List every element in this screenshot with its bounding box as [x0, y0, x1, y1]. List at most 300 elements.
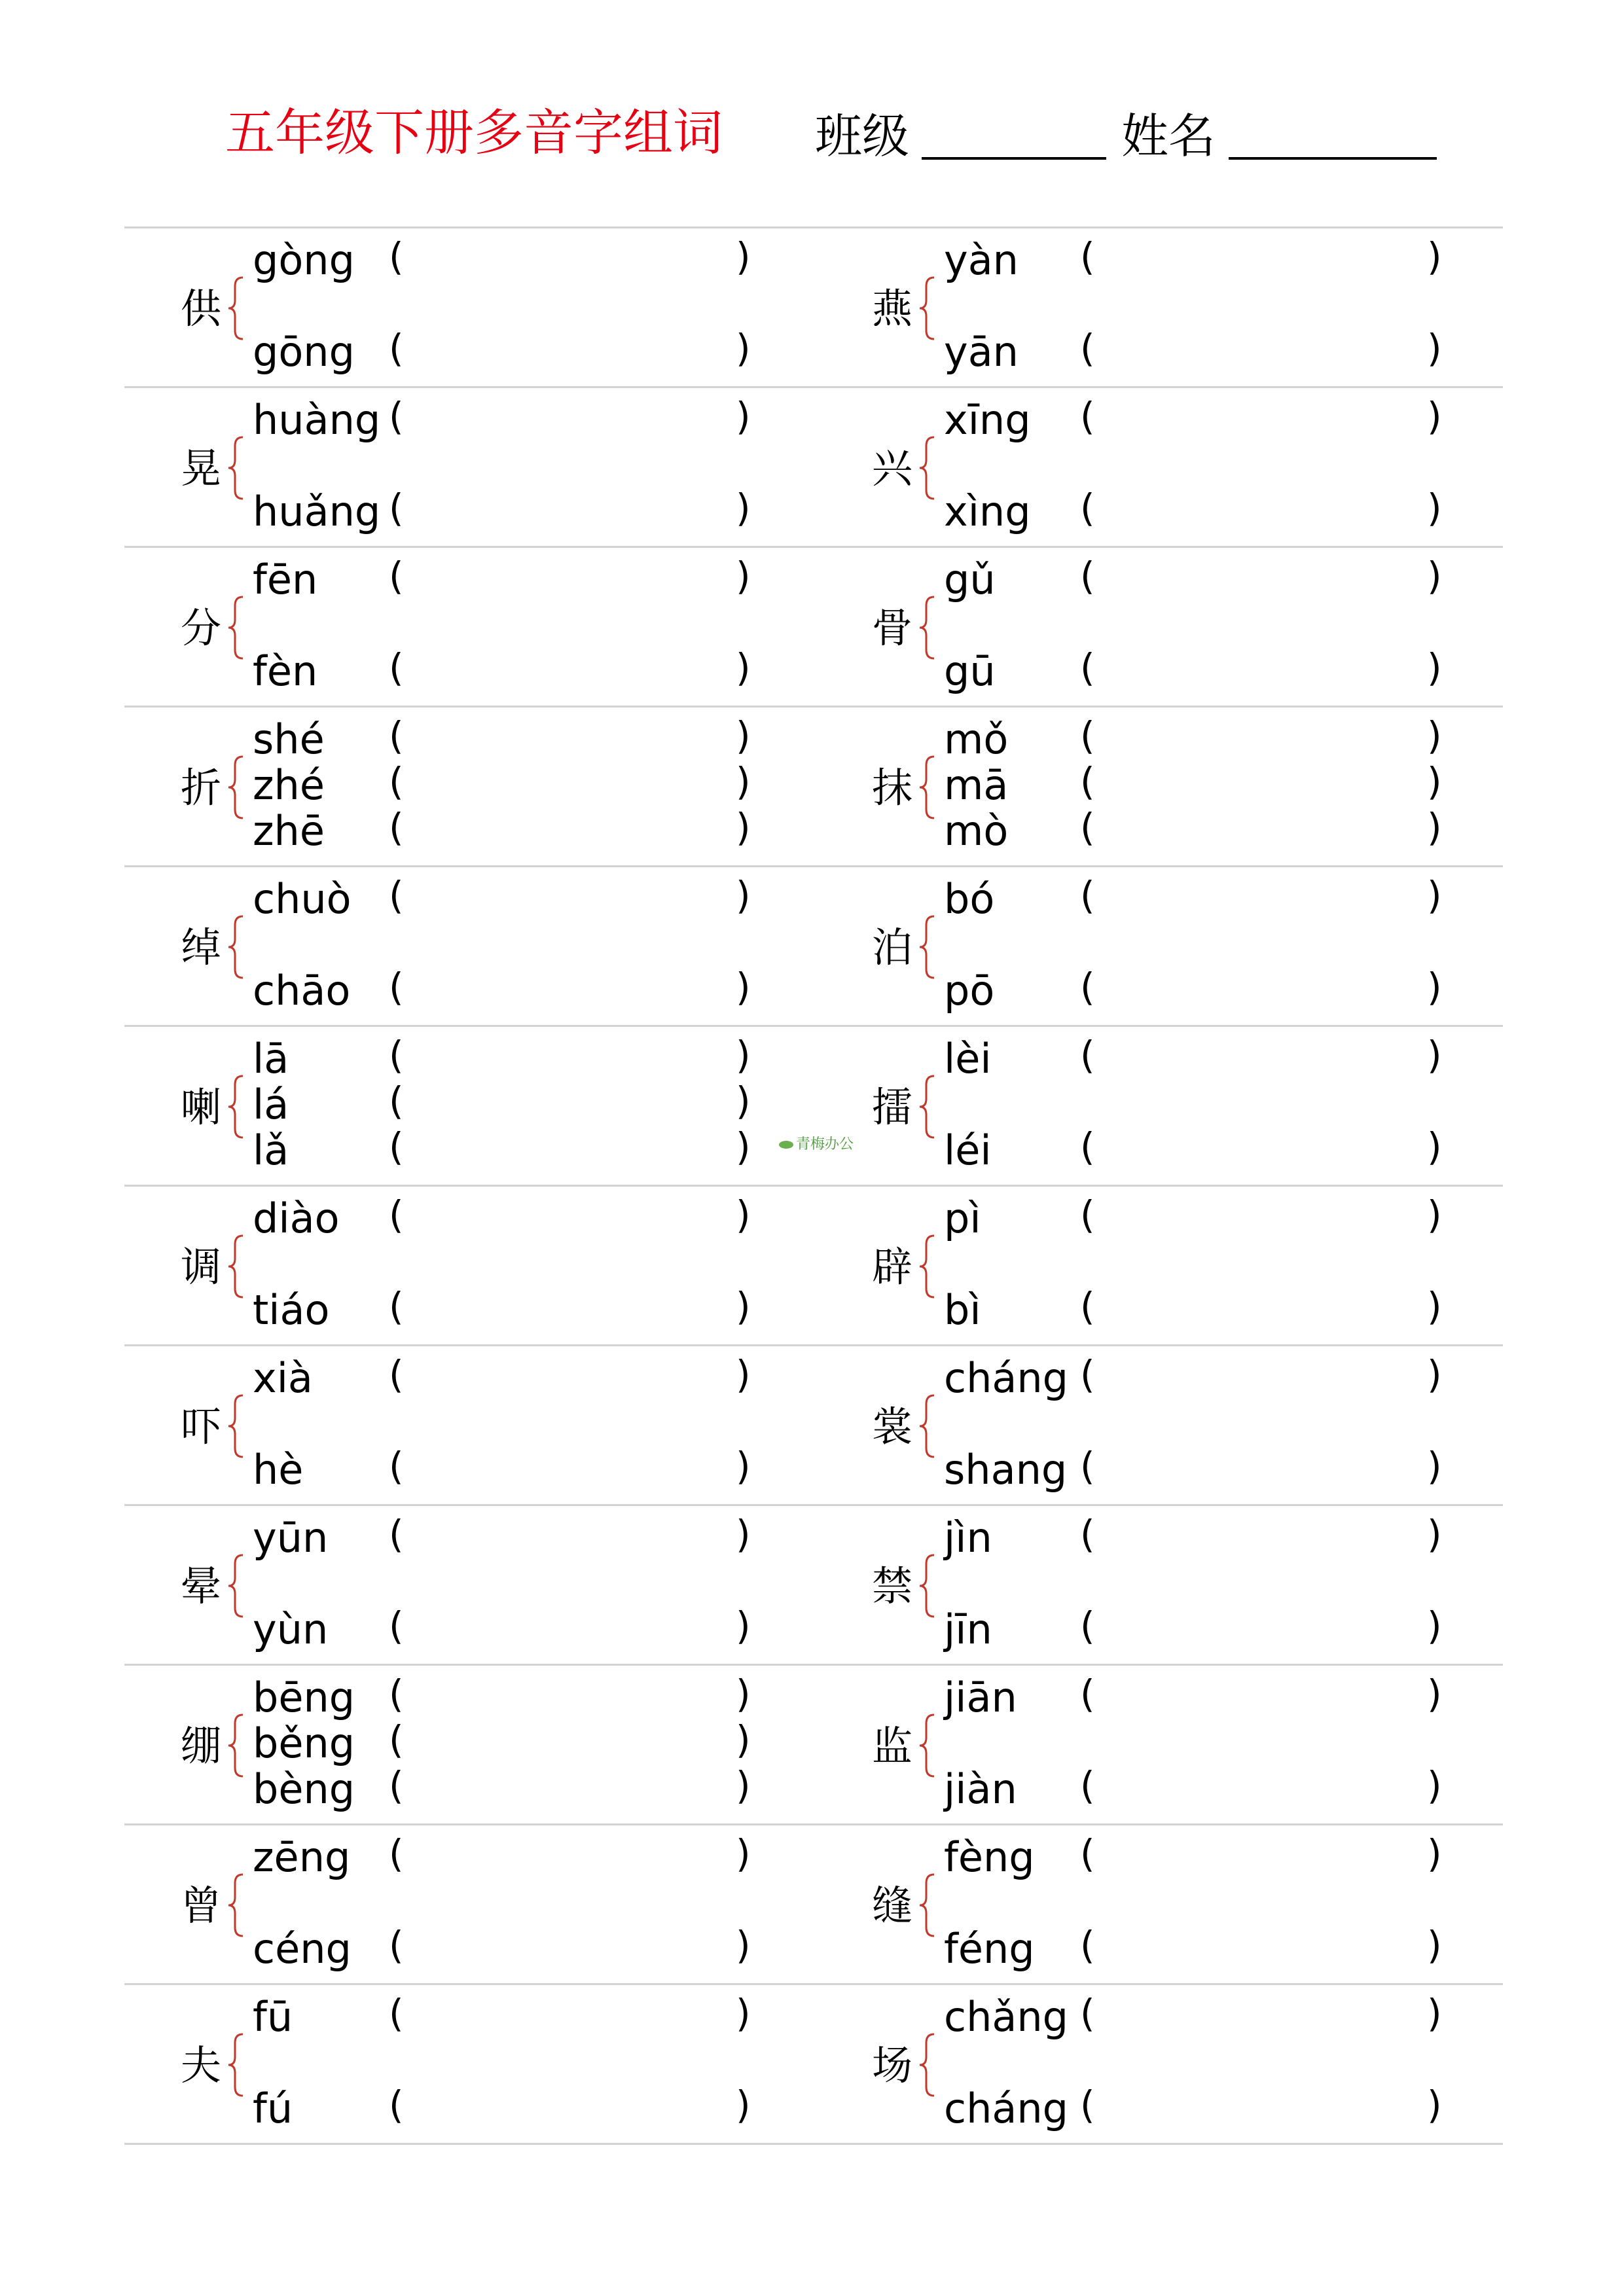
answer-blank[interactable] — [412, 719, 727, 760]
pinyin: cháng — [944, 2085, 1069, 2132]
reading-line — [124, 1444, 814, 1494]
answer-blank[interactable] — [412, 1198, 727, 1239]
polyphone-entry-right — [816, 388, 1505, 546]
answer-open-paren: ( — [389, 1193, 404, 1237]
answer-blank[interactable] — [1104, 1837, 1418, 1878]
reading-line — [124, 1763, 814, 1813]
curly-brace-icon — [226, 1234, 245, 1299]
answer-close-paren: ) — [736, 554, 751, 598]
answer-open-paren: ( — [389, 713, 404, 758]
answer-blank[interactable] — [412, 811, 727, 852]
answer-close-paren: ) — [1427, 1444, 1442, 1488]
answer-blank[interactable] — [412, 400, 727, 440]
reading-line — [124, 1672, 814, 1721]
reading-line — [124, 234, 814, 284]
table-row — [124, 1506, 1503, 1666]
pinyin: bèng — [253, 1765, 355, 1813]
answer-blank[interactable] — [1104, 811, 1418, 852]
reading-line — [816, 1923, 1505, 1973]
curly-brace-icon — [226, 1553, 245, 1619]
answer-open-paren: ( — [389, 805, 404, 850]
answer-close-paren: ) — [1427, 965, 1442, 1009]
answer-blank[interactable] — [1104, 651, 1418, 692]
curly-brace-icon — [917, 2032, 937, 2098]
answer-close-paren: ) — [1427, 2083, 1442, 2127]
curly-brace-icon — [917, 1713, 937, 1778]
answer-blank[interactable] — [1104, 1198, 1418, 1239]
answer-open-paren: ( — [389, 486, 404, 530]
watermark-text: 青梅办公 — [796, 1136, 854, 1153]
answer-blank[interactable] — [412, 879, 727, 920]
reading-line — [816, 873, 1505, 923]
answer-close-paren: ) — [1427, 1991, 1442, 2036]
polyphone-entry-right — [816, 708, 1505, 865]
polyphone-entry-right — [816, 867, 1505, 1025]
answer-close-paren: ) — [1427, 394, 1442, 439]
answer-close-paren: ) — [1427, 1193, 1442, 1237]
polyphone-entry-left — [124, 548, 814, 706]
answer-open-paren: ( — [389, 873, 404, 918]
answer-open-paren: ( — [1080, 1033, 1095, 1077]
pinyin: diào — [253, 1194, 340, 1242]
polyphone-entry-left — [124, 1985, 814, 2143]
answer-close-paren: ) — [736, 1284, 751, 1329]
answer-open-paren: ( — [1080, 873, 1095, 918]
polyphone-entry-left — [124, 708, 814, 865]
reading-line — [124, 645, 814, 695]
reading-line — [124, 1512, 814, 1562]
polyphone-entry-right — [816, 1666, 1505, 1823]
answer-close-paren: ) — [1427, 486, 1442, 530]
answer-blank[interactable] — [1104, 1518, 1418, 1558]
answer-open-paren: ( — [389, 2083, 404, 2127]
polyphone-character: 裳 — [872, 1403, 913, 1450]
table-row — [124, 1187, 1503, 1346]
answer-close-paren: ) — [736, 1352, 751, 1397]
reading-line — [124, 873, 814, 923]
answer-blank[interactable] — [412, 651, 727, 692]
reading-line — [816, 759, 1505, 812]
leaf-icon — [779, 1141, 793, 1149]
answer-blank[interactable] — [1104, 2089, 1418, 2129]
answer-blank[interactable] — [1104, 879, 1418, 920]
polyphone-entry-left — [124, 228, 814, 386]
answer-close-paren: ) — [736, 1763, 751, 1808]
reading-line — [816, 1033, 1505, 1083]
curly-brace-icon — [917, 1074, 937, 1139]
pinyin: mǒ — [944, 715, 1009, 763]
answer-blank[interactable] — [412, 332, 727, 372]
answer-blank[interactable] — [1104, 1450, 1418, 1490]
reading-line — [124, 713, 814, 763]
answer-blank[interactable] — [1104, 400, 1418, 440]
pinyin: fèng — [944, 1833, 1035, 1881]
pinyin: yàn — [944, 236, 1019, 284]
table-row — [124, 388, 1503, 548]
polyphone-entry-left — [124, 1027, 814, 1185]
pinyin: gōng — [253, 328, 355, 376]
polyphone-entry-left — [124, 1825, 814, 1983]
polyphone-entry-left — [124, 1666, 814, 1823]
answer-blank[interactable] — [412, 492, 727, 532]
reading-line — [124, 554, 814, 603]
reading-line — [816, 1512, 1505, 1562]
polyphone-character: 缝 — [872, 1882, 913, 1929]
polyphone-character: 泊 — [872, 924, 913, 971]
polyphone-entry-right — [816, 228, 1505, 386]
curly-brace-icon — [917, 1873, 937, 1938]
answer-close-paren: ) — [736, 1033, 751, 1077]
pinyin: chuò — [253, 875, 352, 923]
worksheet-table — [124, 226, 1503, 2145]
answer-open-paren: ( — [389, 1763, 404, 1808]
answer-close-paren: ) — [736, 326, 751, 370]
answer-close-paren: ) — [1427, 1831, 1442, 1876]
pinyin: huǎng — [253, 488, 381, 535]
polyphone-character: 绷 — [181, 1722, 222, 1770]
answer-open-paren: ( — [1080, 1444, 1095, 1488]
curly-brace-icon — [226, 1393, 245, 1459]
answer-close-paren: ) — [1427, 1512, 1442, 1556]
reading-line — [816, 326, 1505, 376]
reading-line — [124, 1124, 814, 1174]
pinyin: tiáo — [253, 1286, 330, 1334]
answer-blank[interactable] — [412, 1769, 727, 1810]
answer-blank[interactable] — [412, 1929, 727, 1969]
reading-line — [124, 759, 814, 812]
answer-open-paren: ( — [389, 1033, 404, 1077]
answer-blank[interactable] — [412, 1358, 727, 1399]
reading-line — [816, 1831, 1505, 1881]
answer-open-paren: ( — [1080, 2083, 1095, 2127]
polyphone-character: 折 — [181, 764, 222, 812]
polyphone-character: 燕 — [872, 285, 913, 332]
pinyin: bì — [944, 1286, 981, 1334]
pinyin: mò — [944, 807, 1009, 855]
answer-blank[interactable] — [412, 1723, 727, 1764]
reading-line — [816, 1672, 1505, 1721]
answer-close-paren: ) — [736, 873, 751, 918]
polyphone-entry-left — [124, 1506, 814, 1664]
polyphone-entry-right — [816, 1985, 1505, 2143]
answer-open-paren: ( — [1080, 1124, 1095, 1169]
answer-open-paren: ( — [1080, 1352, 1095, 1397]
table-row — [124, 867, 1503, 1027]
answer-blank[interactable] — [412, 971, 727, 1011]
pinyin: huàng — [253, 396, 381, 444]
pinyin: jiān — [944, 1674, 1017, 1721]
polyphone-entry-left — [124, 867, 814, 1025]
curly-brace-icon — [917, 435, 937, 501]
answer-close-paren: ) — [736, 965, 751, 1009]
answer-blank[interactable] — [412, 1039, 727, 1079]
answer-open-paren: ( — [389, 1352, 404, 1397]
answer-close-paren: ) — [736, 713, 751, 758]
answer-blank[interactable] — [1104, 332, 1418, 372]
table-row — [124, 1666, 1503, 1825]
polyphone-entry-right — [816, 1506, 1505, 1664]
pinyin: zēng — [253, 1833, 351, 1881]
curly-brace-icon — [917, 1234, 937, 1299]
answer-close-paren: ) — [1427, 873, 1442, 918]
answer-open-paren: ( — [389, 1079, 404, 1123]
answer-close-paren: ) — [1427, 1284, 1442, 1329]
answer-close-paren: ) — [1427, 1604, 1442, 1648]
answer-blank[interactable] — [1104, 971, 1418, 1011]
table-row — [124, 1825, 1503, 1985]
curly-brace-icon — [917, 595, 937, 660]
curly-brace-icon — [917, 1393, 937, 1459]
polyphone-character: 禁 — [872, 1562, 913, 1610]
answer-blank[interactable] — [1104, 1609, 1418, 1650]
answer-blank[interactable] — [1104, 1290, 1418, 1331]
polyphone-character: 晃 — [181, 444, 222, 492]
answer-blank[interactable] — [412, 1997, 727, 2037]
name-label: 姓名 — [1121, 109, 1216, 164]
pinyin: fèn — [253, 647, 318, 695]
reading-line — [124, 1033, 814, 1083]
answer-open-paren: ( — [1080, 234, 1095, 279]
polyphone-character: 曾 — [181, 1882, 222, 1929]
answer-blank[interactable] — [412, 240, 727, 281]
pinyin: hè — [253, 1446, 304, 1494]
polyphone-character: 分 — [181, 604, 222, 652]
polyphone-character: 骨 — [872, 604, 913, 652]
reading-line — [124, 326, 814, 376]
curly-brace-icon — [917, 276, 937, 341]
pinyin: pō — [944, 967, 995, 1014]
reading-line — [816, 1763, 1505, 1813]
reading-line — [816, 554, 1505, 603]
polyphone-entry-right — [816, 1187, 1505, 1344]
polyphone-character: 监 — [872, 1722, 913, 1770]
pinyin: bó — [944, 875, 995, 923]
answer-close-paren: ) — [736, 1717, 751, 1762]
class-blank-line[interactable] — [922, 157, 1106, 160]
answer-open-paren: ( — [1080, 645, 1095, 690]
answer-close-paren: ) — [736, 645, 751, 690]
answer-close-paren: ) — [1427, 1033, 1442, 1077]
reading-line — [816, 805, 1505, 855]
answer-open-paren: ( — [1080, 326, 1095, 370]
reading-line — [816, 965, 1505, 1014]
answer-open-paren: ( — [389, 1444, 404, 1488]
answer-blank[interactable] — [1104, 719, 1418, 760]
polyphone-character: 绰 — [181, 924, 222, 971]
answer-close-paren: ) — [736, 2083, 751, 2127]
answer-open-paren: ( — [389, 1717, 404, 1762]
polyphone-character: 喇 — [181, 1083, 222, 1131]
name-blank-line[interactable] — [1229, 157, 1437, 160]
answer-blank[interactable] — [1104, 765, 1418, 806]
reading-line — [124, 1604, 814, 1653]
pinyin: mā — [944, 761, 1009, 809]
pinyin: xià — [253, 1354, 313, 1402]
reading-line — [124, 1991, 814, 2041]
pinyin: běng — [253, 1719, 355, 1767]
reading-line — [816, 1991, 1505, 2041]
answer-close-paren: ) — [736, 759, 751, 804]
answer-close-paren: ) — [736, 1831, 751, 1876]
answer-blank[interactable] — [412, 560, 727, 600]
answer-open-paren: ( — [1080, 713, 1095, 758]
answer-close-paren: ) — [1427, 1763, 1442, 1808]
answer-blank[interactable] — [412, 1290, 727, 1331]
answer-open-paren: ( — [1080, 1193, 1095, 1237]
answer-close-paren: ) — [1427, 805, 1442, 850]
pinyin: gū — [944, 647, 996, 695]
polyphone-entry-left — [124, 1187, 814, 1344]
answer-close-paren: ) — [736, 394, 751, 439]
polyphone-entry-right — [816, 1825, 1505, 1983]
answer-close-paren: ) — [1427, 713, 1442, 758]
answer-close-paren: ) — [1427, 1923, 1442, 1967]
pinyin: fēn — [253, 556, 318, 603]
answer-close-paren: ) — [1427, 1124, 1442, 1169]
curly-brace-icon — [226, 2032, 245, 2098]
reading-line — [124, 1352, 814, 1402]
answer-blank[interactable] — [412, 1085, 727, 1125]
answer-open-paren: ( — [389, 326, 404, 370]
answer-open-paren: ( — [389, 234, 404, 279]
answer-blank[interactable] — [1104, 1769, 1418, 1810]
pinyin: cháng — [944, 1354, 1069, 1402]
table-row — [124, 228, 1503, 388]
answer-blank[interactable] — [412, 1450, 727, 1490]
pinyin: yūn — [253, 1514, 329, 1562]
answer-close-paren: ) — [1427, 1672, 1442, 1716]
pinyin: shé — [253, 715, 325, 763]
polyphone-entry-right — [816, 1346, 1505, 1504]
class-label: 班级 — [815, 109, 910, 164]
answer-blank[interactable] — [1104, 1677, 1418, 1718]
answer-close-paren: ) — [736, 1124, 751, 1169]
pinyin: chāo — [253, 967, 351, 1014]
polyphone-entry-left — [124, 1346, 814, 1504]
answer-close-paren: ) — [1427, 554, 1442, 598]
polyphone-character: 吓 — [181, 1403, 222, 1450]
pinyin: bēng — [253, 1674, 355, 1721]
answer-blank[interactable] — [412, 1609, 727, 1650]
answer-blank[interactable] — [412, 1677, 727, 1718]
pinyin: xīng — [944, 396, 1031, 444]
pinyin: lèi — [944, 1035, 992, 1083]
answer-blank[interactable] — [1104, 560, 1418, 600]
answer-close-paren: ) — [736, 1604, 751, 1648]
table-row — [124, 548, 1503, 708]
reading-line — [124, 1284, 814, 1334]
answer-open-paren: ( — [389, 1923, 404, 1967]
table-row — [124, 708, 1503, 867]
answer-close-paren: ) — [736, 1193, 751, 1237]
answer-blank[interactable] — [1104, 1039, 1418, 1079]
curly-brace-icon — [226, 1873, 245, 1938]
answer-open-paren: ( — [1080, 759, 1095, 804]
answer-close-paren: ) — [736, 234, 751, 279]
table-row — [124, 1027, 1503, 1187]
reading-line — [816, 2083, 1505, 2132]
pinyin: céng — [253, 1925, 352, 1973]
pinyin: lā — [253, 1035, 289, 1083]
answer-close-paren: ) — [736, 1512, 751, 1556]
answer-close-paren: ) — [736, 486, 751, 530]
pinyin: pì — [944, 1194, 981, 1242]
pinyin: shang — [944, 1446, 1068, 1494]
answer-blank[interactable] — [1104, 1997, 1418, 2037]
answer-close-paren: ) — [736, 1444, 751, 1488]
answer-blank[interactable] — [1104, 240, 1418, 281]
table-row — [124, 1985, 1503, 2145]
reading-line — [816, 1444, 1505, 1494]
pinyin: yān — [944, 328, 1019, 376]
reading-line — [816, 713, 1505, 763]
answer-open-paren: ( — [389, 1672, 404, 1716]
answer-open-paren: ( — [1080, 1923, 1095, 1967]
answer-open-paren: ( — [1080, 805, 1095, 850]
answer-open-paren: ( — [389, 759, 404, 804]
reading-line — [816, 1352, 1505, 1402]
answer-close-paren: ) — [736, 1923, 751, 1967]
answer-open-paren: ( — [1080, 1284, 1095, 1329]
curly-brace-icon — [917, 1553, 937, 1619]
answer-open-paren: ( — [389, 1124, 404, 1169]
pinyin: jīn — [944, 1605, 992, 1653]
page-title: 五年级下册多音字组词 — [225, 103, 723, 162]
reading-line — [816, 1604, 1505, 1653]
answer-open-paren: ( — [1080, 1512, 1095, 1556]
answer-open-paren: ( — [389, 645, 404, 690]
polyphone-entry-right — [816, 548, 1505, 706]
answer-open-paren: ( — [1080, 1763, 1095, 1808]
pinyin: lá — [253, 1081, 289, 1128]
answer-close-paren: ) — [736, 1672, 751, 1716]
answer-blank[interactable] — [412, 2089, 727, 2129]
reading-line — [816, 394, 1505, 444]
polyphone-entry-left — [124, 388, 814, 546]
answer-blank[interactable] — [412, 1130, 727, 1171]
polyphone-character: 兴 — [872, 444, 913, 492]
pinyin: lǎ — [253, 1126, 289, 1174]
polyphone-character: 调 — [181, 1243, 222, 1291]
polyphone-character: 擂 — [872, 1083, 913, 1131]
curly-brace-icon — [226, 595, 245, 660]
table-row — [124, 1346, 1503, 1506]
pinyin: zhē — [253, 807, 325, 855]
answer-close-paren: ) — [1427, 759, 1442, 804]
answer-open-paren: ( — [389, 554, 404, 598]
pinyin: xìng — [944, 488, 1031, 535]
answer-open-paren: ( — [389, 1604, 404, 1648]
reading-line — [124, 1717, 814, 1767]
answer-blank[interactable] — [412, 765, 727, 806]
answer-open-paren: ( — [1080, 1672, 1095, 1716]
pinyin: fú — [253, 2085, 293, 2132]
pinyin: fū — [253, 1993, 293, 2041]
answer-blank[interactable] — [1104, 492, 1418, 532]
answer-blank[interactable] — [412, 1518, 727, 1558]
answer-open-paren: ( — [389, 1831, 404, 1876]
answer-blank[interactable] — [1104, 1929, 1418, 1969]
pinyin: féng — [944, 1925, 1035, 1973]
reading-line — [816, 1124, 1505, 1174]
answer-blank[interactable] — [1104, 1358, 1418, 1399]
answer-blank[interactable] — [412, 1837, 727, 1878]
pinyin: gòng — [253, 236, 355, 284]
reading-line — [124, 1079, 814, 1128]
answer-blank[interactable] — [1104, 1130, 1418, 1171]
polyphone-character: 场 — [872, 2041, 913, 2089]
answer-open-paren: ( — [389, 394, 404, 439]
